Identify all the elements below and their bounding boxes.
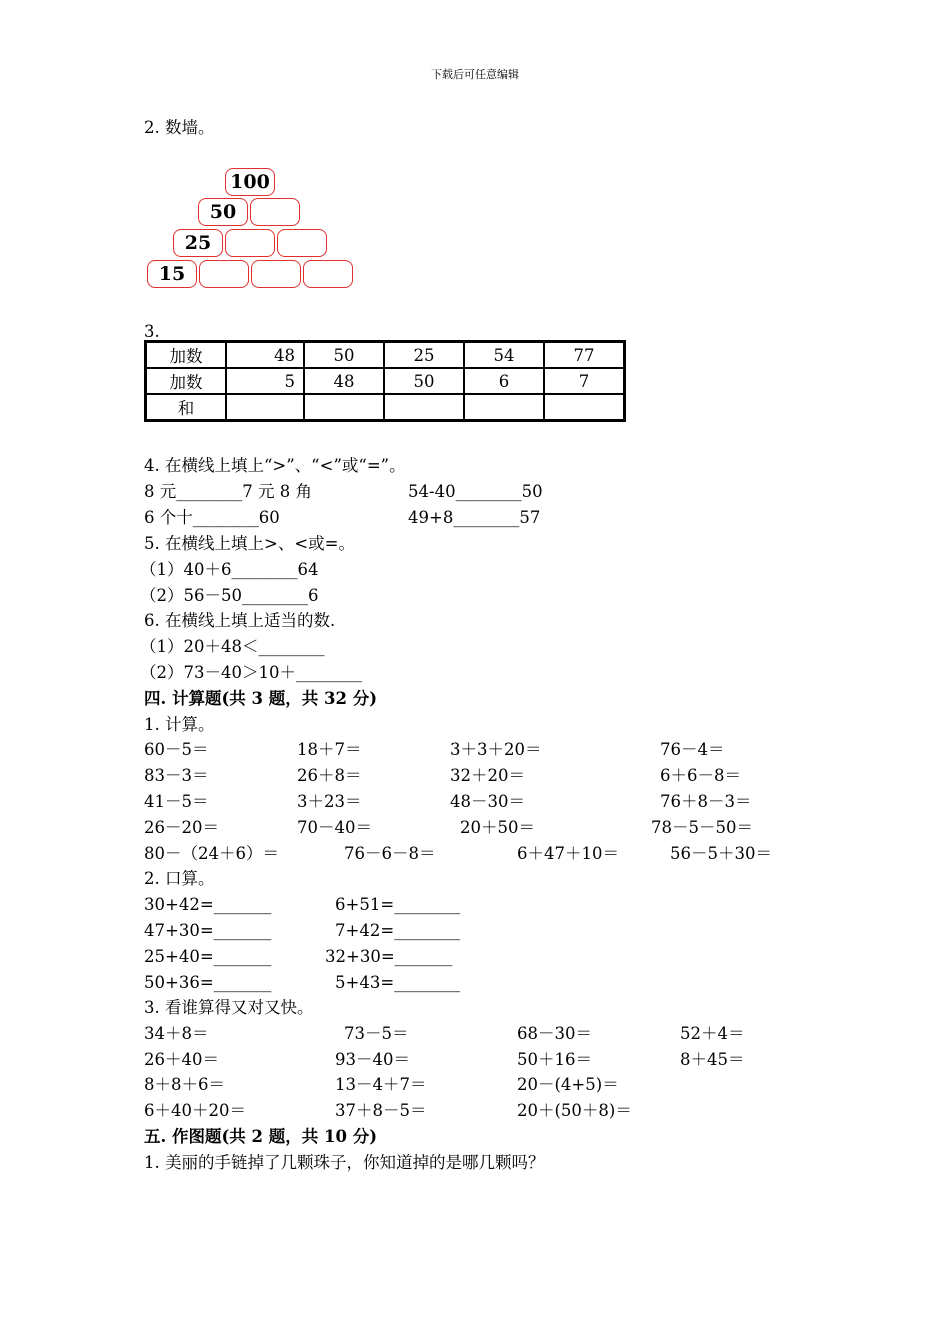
oral-item: 50+36=_______	[144, 973, 272, 992]
calc-item: 18＋7＝	[297, 740, 362, 759]
oral-item: 5+43=________	[335, 973, 461, 992]
calc-item: 41－5＝	[144, 792, 209, 811]
section-5-title: 五. 作图题(共 2 题，共 10 分)	[144, 1127, 378, 1146]
s4-question-1-title: 1. 计算。	[144, 715, 215, 734]
calc-item: 60－5＝	[144, 740, 209, 759]
table-row	[146, 342, 624, 368]
q6-item: （1）20＋48＜________	[140, 637, 325, 656]
calc-item: 3＋23＝	[297, 792, 362, 811]
oral-item: 7+42=________	[335, 921, 461, 940]
answer-cell[interactable]	[464, 394, 544, 420]
oral-item: 6+51=________	[335, 895, 461, 914]
calc-item: 26＋40＝	[144, 1050, 219, 1069]
question-2-title: 2. 数墙。	[144, 118, 215, 137]
calc-item: 76－6－8＝	[344, 844, 436, 863]
question-4-title: 4. 在横线上填上“>”、“<”或“=”。	[144, 456, 406, 475]
oral-item: 30+42=_______	[144, 895, 272, 914]
calc-item: 56－5＋30＝	[670, 844, 772, 863]
page-header: 下载后可任意编辑	[431, 68, 519, 81]
wall-brick-r2-2[interactable]	[225, 229, 275, 257]
table-cell: 7	[544, 368, 624, 394]
oral-item: 47+30=_______	[144, 921, 272, 940]
calc-item: 34＋8＝	[144, 1024, 209, 1043]
oral-item: 25+40=_______	[144, 947, 272, 966]
q4-item: 54-40________50	[408, 482, 543, 501]
table-cell: 6	[464, 368, 544, 394]
table-cell: 77	[544, 342, 624, 368]
wall-brick-r3-3[interactable]	[251, 260, 301, 288]
s4-question-3-title: 3. 看谁算得又对又快。	[144, 998, 314, 1017]
calc-item: 73－5＝	[344, 1024, 409, 1043]
calc-item: 20＋50＝	[460, 818, 535, 837]
calc-item: 20＋(50＋8)＝	[517, 1101, 632, 1120]
q4-item: 49+8________57	[408, 508, 541, 527]
answer-cell[interactable]	[304, 394, 384, 420]
calc-item: 50＋16＝	[517, 1050, 592, 1069]
wall-brick-r3-4[interactable]	[303, 260, 353, 288]
calc-item: 8＋45＝	[680, 1050, 745, 1069]
s4-question-2-title: 2. 口算。	[144, 869, 215, 888]
calc-item: 83－3＝	[144, 766, 209, 785]
question-5-title: 5. 在横线上填上>、<或=。	[144, 534, 355, 553]
s5-question-1-title: 1. 美丽的手链掉了几颗珠子，你知道掉的是哪几颗吗？	[144, 1153, 545, 1172]
calc-item: 6＋47＋10＝	[517, 844, 619, 863]
calc-item: 6＋6－8＝	[660, 766, 741, 785]
q4-item: 6 个十________60	[144, 508, 280, 527]
question-6-title: 6. 在横线上填上适当的数.	[144, 611, 336, 630]
question-3-title: 3.	[144, 322, 160, 341]
calc-item: 8＋8＋6＝	[144, 1075, 225, 1094]
answer-cell[interactable]	[544, 394, 624, 420]
calc-item: 32＋20＝	[450, 766, 525, 785]
table-cell: 25	[384, 342, 464, 368]
calc-item: 26＋8＝	[297, 766, 362, 785]
wall-brick-r3-1: 15	[147, 260, 197, 288]
oral-item: 32+30=_______	[325, 947, 453, 966]
table-cell: 54	[464, 342, 544, 368]
addition-table	[144, 340, 626, 422]
wall-brick-r2-1: 25	[173, 229, 223, 257]
wall-brick-r1-2[interactable]	[250, 198, 300, 226]
calc-item: 6＋40＋20＝	[144, 1101, 246, 1120]
section-4-title: 四. 计算题(共 3 题，共 32 分)	[144, 689, 378, 708]
table-cell: 加数	[146, 342, 226, 368]
calc-item: 13－4＋7＝	[335, 1075, 427, 1094]
calc-item: 20－(4+5)＝	[517, 1075, 619, 1094]
answer-cell[interactable]	[384, 394, 464, 420]
wall-brick-r3-2[interactable]	[199, 260, 249, 288]
calc-item: 68－30＝	[517, 1024, 592, 1043]
table-cell: 加数	[146, 368, 226, 394]
table-cell: 5	[226, 368, 304, 394]
q5-item: （1）40＋6________64	[140, 560, 319, 579]
calc-item: 70－40＝	[297, 818, 372, 837]
calc-item: 52＋4＝	[680, 1024, 745, 1043]
calc-item: 48－30＝	[450, 792, 525, 811]
wall-brick-r1-1: 50	[198, 198, 248, 226]
table-cell: 和	[146, 394, 226, 420]
table-cell: 50	[384, 368, 464, 394]
calc-item: 93－40＝	[335, 1050, 410, 1069]
table-cell: 48	[304, 368, 384, 394]
q6-item: （2）73－40＞10＋________	[140, 663, 362, 682]
calc-item: 3＋3＋20＝	[450, 740, 542, 759]
calc-item: 80－（24＋6）＝	[144, 844, 279, 863]
calc-item: 78－5－50＝	[651, 818, 753, 837]
wall-brick-top: 100	[225, 168, 275, 196]
table-cell: 50	[304, 342, 384, 368]
calc-item: 76－4＝	[660, 740, 725, 759]
wall-brick-r2-3[interactable]	[277, 229, 327, 257]
answer-cell[interactable]	[226, 394, 304, 420]
calc-item: 37＋8－5＝	[335, 1101, 427, 1120]
q5-item: （2）56－50________6	[140, 586, 319, 605]
q4-item: 8 元________7 元 8 角	[144, 482, 312, 501]
calc-item: 26－20＝	[144, 818, 219, 837]
table-row	[146, 394, 624, 420]
table-cell: 48	[226, 342, 304, 368]
calc-item: 76＋8－3＝	[660, 792, 752, 811]
table-row	[146, 368, 624, 394]
